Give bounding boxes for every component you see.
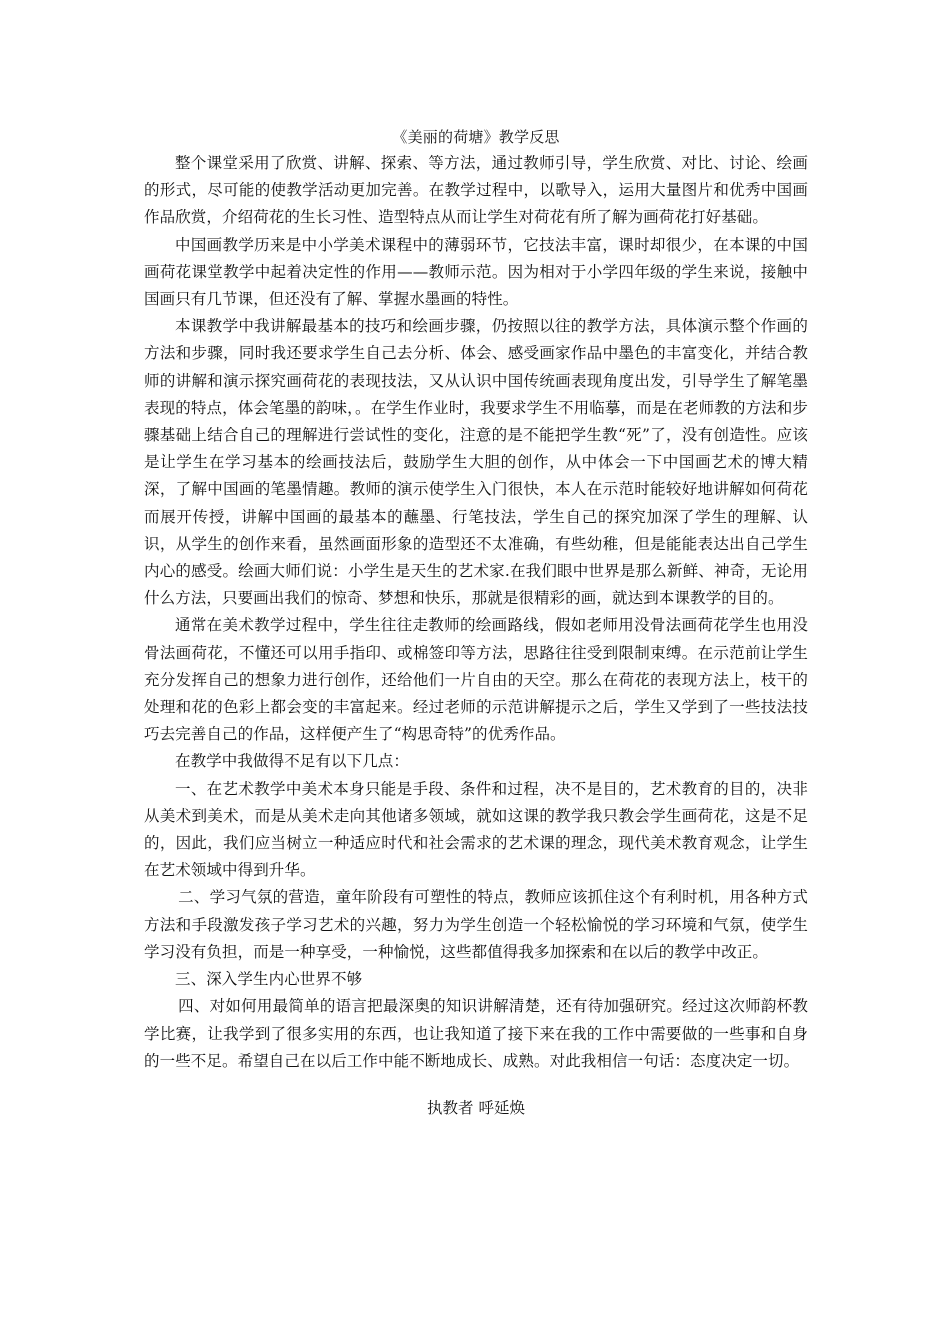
- paragraph-9: 四、对如何用最简单的语言把最深奥的知识讲解清楚，还有待加强研究。经过这次师韵杯教学比赛，让我学到了很多实用的东西，也让我知道了接下来在我的工作中需要做的一些事和自身的一些不足。希望自己在以后工作中能不断地成长、成熟。对此我相信一句话：态度决定一切。: [144, 997, 808, 1070]
- paragraph-2: 中国画教学历来是中小学美术课程中的薄弱环节，它技法丰富，课时却很少，在本课的中国画荷花课堂教学中起着决定性的作用——教师示范。因为相对于小学四年级的学生来说，接触中国画只有几节课，但还没有了解、掌握水墨画的特性。: [144, 235, 808, 309]
- document-body: [144, 126, 808, 1075]
- paragraph-8: 三、深入学生内心世界不够: [175, 970, 363, 989]
- document-title: 《美丽的荷塘》教学反思: [392, 128, 560, 146]
- paragraph-1: 整个课堂采用了欣赏、讲解、探索、等方法，通过教师引导，学生欣赏、对比、讨论、绘画的形式，尽可能的使教学活动更加完善。在教学过程中，以歌导入，运用大量图片和优秀中国画作品欣赏，介绍荷花的生长习性、造型特点从而让学生对荷花有所了解为画荷花打好基础。: [144, 154, 808, 227]
- paragraph-5: 在教学中我做得不足有以下几点：: [175, 752, 410, 771]
- paragraph-7: 二、学习气氛的营造，童年阶段有可塑性的特点，教师应该抓住这个有利时机，用各种方式方法和手段激发孩子学习艺术的兴趣，努力为学生创造一个轻松愉悦的学习环境和气氛，使学生学习没有负担，而是一种享受，一种愉悦，这些都值得我多加探索和在以后的教学中改正。: [144, 888, 808, 961]
- signature: 执教者 呼延焕: [427, 1099, 525, 1117]
- paragraph-4: 通常在美术教学过程中，学生往往走教师的绘画路线，假如老师用没骨法画荷花学生也用没骨法画荷花，不懂还可以用手指印、或棉签印等方法，思路往往受到限制束缚。在示范前让学生充分发挥自己的想象力进行创作，还给他们一片自由的天空。那么在荷花的表现方法上，枝干的处理和花的色彩上都会变的丰富起来。经过老师的示范讲解提示之后，学生又学到了一些技法技巧去完善自己的作品，这样便产生了“构思奇特”的优秀作品。: [144, 616, 808, 744]
- paragraph-3: 本课教学中我讲解最基本的技巧和绘画步骤，仍按照以往的教学方法，具体演示整个作画的方法和步骤，同时我还要求学生自己去分析、体会、感受画家作品中墨色的丰富变化，并结合教师的讲解和演示探究画荷花的表现技法，又从认识中国传统画表现角度出发，引导学生了解笔墨表现的特点，体会笔墨的韵味，。在学生作业时，我要求学生不用临摹，而是在老师教的方法和步骤基础上结合自己的理解进行尝试性的变化，注意的是不能把学生教“死”了，没有创造性。应该是让学生在学习基本的绘画技法后，鼓励学生大胆的创作，从中体会一下中国画艺术的博大精深，了解中国画的笔墨情趣。教师的演示使学生入门很快，本人在示范时能较好地讲解如何荷花而展开传授，讲解中国画的最基本的蘸墨、行笔技法，学生自己的探究加深了学生的理解、认识，从学生的创作来看，虽然画面形象的造型还不太准确，有些幼稚，但是能能表达出自己学生内心的感受。绘画大师们说：小学生是天生的艺术家.在我们眼中世界是那么新鲜、神奇，无论用什么方法，只要画出我们的惊奇、梦想和快乐，那就是很精彩的画，就达到本课教学的目的。: [144, 317, 808, 608]
- paragraph-6: 一、在艺术教学中美术本身只能是手段、条件和过程，决不是目的，艺术教育的目的，决非从美术到美术，而是从美术走向其他诸多领域，就如这课的教学我只教会学生画荷花，这是不足的，因此，我们应当树立一种适应时代和社会需求的艺术课的理念，现代美术教育观念，让学生在艺术领域中得到升华。: [144, 779, 808, 880]
